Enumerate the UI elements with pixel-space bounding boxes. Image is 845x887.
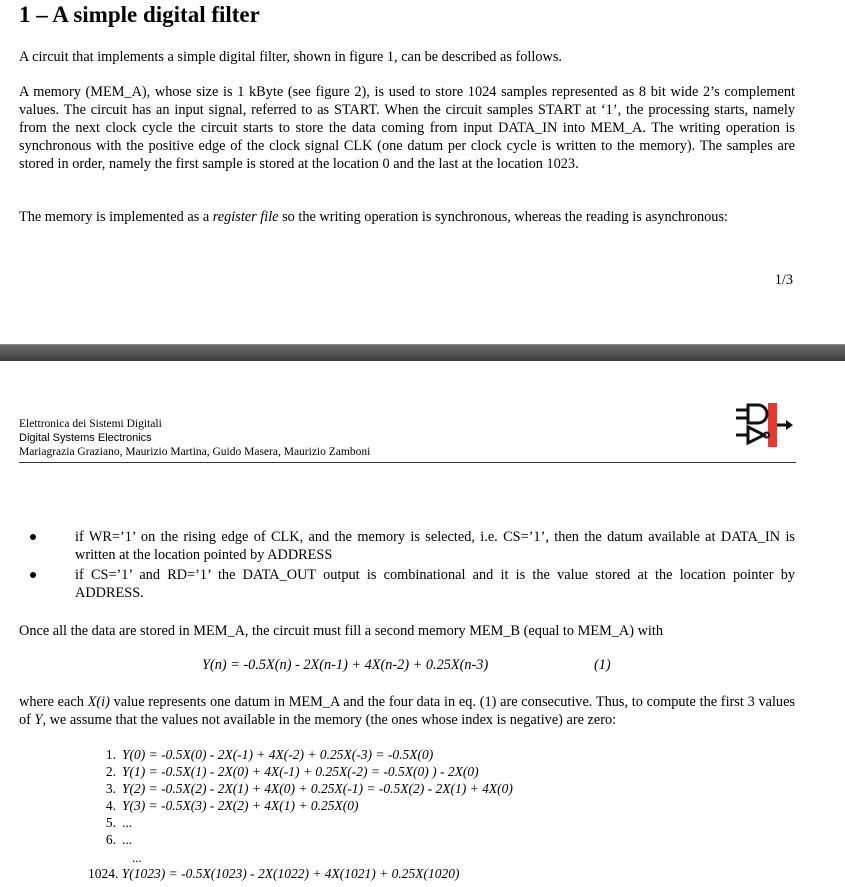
where-emphasis-2: Y: [34, 712, 43, 728]
list-item: [88, 746, 513, 763]
step-number: 1.: [105, 747, 116, 762]
list-item: [88, 814, 513, 831]
step-expression: ...: [122, 815, 133, 830]
list-item: [28, 528, 795, 564]
document-page-2: [0, 361, 845, 887]
register-file-emphasis: register file: [212, 209, 279, 225]
intro-paragraph: A circuit that implements a simple digital filter, shown in figure 1, can be described as follows.: [19, 49, 562, 65]
where-paragraph: [19, 693, 795, 729]
step-number: 1024.: [88, 866, 119, 881]
steps-ellipsis: ...: [132, 850, 142, 865]
where-text-3: , we assume that the values not available in the memory (the ones whose index is negative) are zero:: [42, 712, 617, 728]
step-expression: Y(2) = -0.5X(2) - 2X(1) + 4X(0) + 0.25X(-1) = -0.5X(2) - 2X(1) + 4X(0): [122, 781, 513, 796]
step-expression: Y(3) = -0.5X(3) - 2X(2) + 4X(1) + 0.25X(0): [122, 798, 359, 813]
page-separator: [0, 344, 845, 361]
list-item: [88, 831, 513, 848]
bullet-text: if CS=’1’ and RD=’1’ the DATA_OUT output is combinational and it is the value stored at the location pointer by ADDRESS.: [75, 567, 795, 601]
document-page-1: [0, 0, 845, 344]
list-item: [88, 763, 513, 780]
list-item: [28, 566, 795, 602]
step-number: 3.: [105, 781, 116, 796]
register-file-text-after: so the writing operation is synchronous, whereas the reading is asynchronous:: [278, 209, 728, 225]
last-step: [88, 866, 460, 882]
register-file-paragraph: [19, 208, 795, 226]
where-text-2: value represents one datum in MEM_A and the four data in eq. (1) are consecutive. Thus, to compute the first 3 values of: [19, 694, 795, 728]
list-item: [88, 780, 513, 797]
register-file-text-before: The memory is implemented as a: [19, 209, 213, 225]
step-expression: Y(1023) = -0.5X(1023) - 2X(1022) + 4X(1021) + 0.25X(1020): [121, 866, 460, 881]
step-number: 6.: [105, 832, 116, 847]
header-rule: [19, 462, 796, 463]
step-expression: ...: [122, 832, 133, 847]
bullet-text: if WR=’1’ on the rising edge of CLK, and the memory is selected, i.e. CS=’1’, then the datum available at DATA_IN is written at the location pointed by ADDRESS: [75, 529, 795, 563]
step-number: 4.: [105, 798, 116, 813]
bullet-icon: [30, 534, 36, 540]
memory-paragraph: A memory (MEM_A), whose size is 1 kByte (see figure 2), is used to store 1024 samples represented as 8 bit wide 2’s complement values. The circuit has an input signal, referred to as START. When the circuit samples START at ‘1’, the processing starts, namely from the next clock cycle the circuit starts to store the data coming from input DATA_IN into MEM_A. The writing operation is synchronous with the positive edge of the clock signal CLK (one datum per clock cycle is written to the memory). The samples are stored in order, namely the first sample is stored at the location 0 and the last at the location 1023.: [19, 84, 795, 172]
step-expression: Y(1) = -0.5X(1) - 2X(0) + 4X(-1) + 0.25X(-2) = -0.5X(0) ) - 2X(0): [122, 764, 479, 779]
step-number: 5.: [105, 815, 116, 830]
step-expression: Y(0) = -0.5X(0) - 2X(-1) + 4X(-2) + 0.25X(-3) = -0.5X(0): [122, 747, 434, 762]
logic-gate-logo-icon: [728, 389, 800, 461]
section-heading: 1 – A simple digital filter: [19, 2, 260, 27]
bullet-icon: [30, 572, 36, 578]
computation-steps: [88, 746, 513, 848]
where-emphasis-1: X(i): [87, 694, 110, 710]
where-text-1: where each: [19, 694, 88, 710]
course-header: [19, 417, 370, 459]
course-authors: Mariagrazia Graziano, Maurizio Martina, Guido Masera, Maurizio Zamboni: [19, 446, 371, 458]
page-number: 1/3: [774, 272, 793, 288]
step-number: 2.: [105, 764, 116, 779]
equation-number: (1): [594, 657, 611, 673]
course-name-english: Digital Systems Electronics: [19, 432, 152, 444]
once-paragraph: Once all the data are stored in MEM_A, the circuit must fill a second memory MEM_B (equal to MEM_A) with: [19, 623, 664, 639]
course-name-italian: Elettronica dei Sistemi Digitali: [19, 418, 162, 430]
memory-rules-list: [28, 528, 795, 604]
list-item: [88, 797, 513, 814]
filter-equation: Y(n) = -0.5X(n) - 2X(n-1) + 4X(n-2) + 0.25X(n-3): [202, 657, 489, 673]
